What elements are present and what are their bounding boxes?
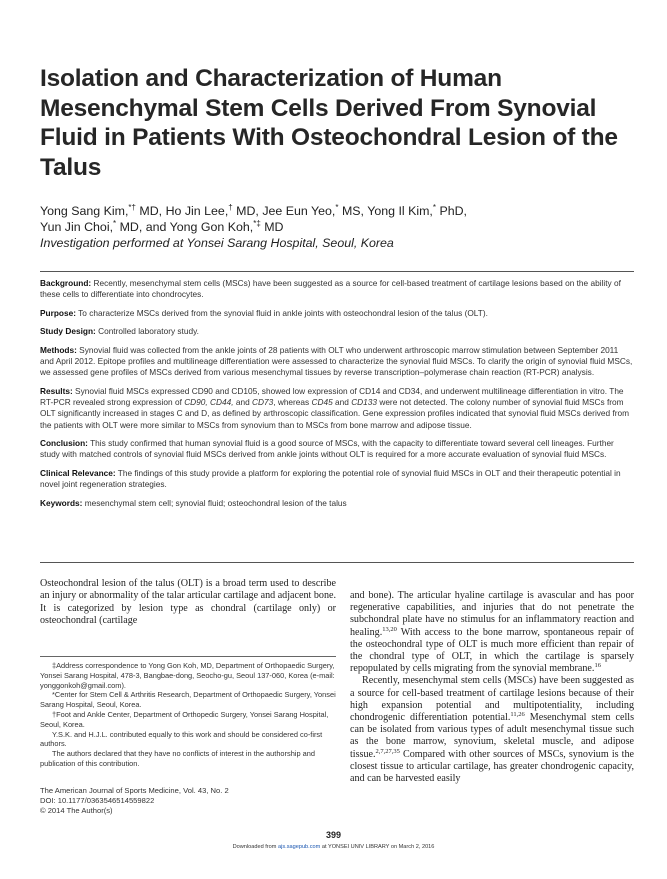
abstract-box	[40, 271, 634, 563]
body-text: Recently, mesenchymal stem cells (MSCs) have been suggested as a source for cell-based treatment of cartilage lesions because of their high expansion potential and multipotentiality, including chondrogenic differentiation potential.	[350, 675, 634, 724]
author-affiliation-mark: *†	[128, 203, 136, 212]
section-text: mesenchymal stem cell; synovial fluid; osteochondral lesion of the talus	[82, 497, 347, 508]
author-affiliation-mark: *	[432, 203, 436, 212]
author-name: Yong Gon Koh,	[169, 220, 254, 234]
section-text: were not detected. The colony number of synovial fluid MSCs from OLT significantly increased in stages C and D, as defined by arthroscopic classification. Gene expression profiles indicated that synovial fluid MSCs derived from the patients with OLT were more similar to MSCs from synovium than to MSCs from bone marrow and adipose tissue.	[40, 397, 630, 430]
section-text: Synovial fluid MSCs expressed CD90 and CD105, showed low expression of CD14 and CD34, and underwent multilineage differentiation in vitro. The RT-PCR revealed strong expression of	[40, 385, 624, 408]
section-label: Study Design:	[40, 326, 96, 337]
journal-name: The American Journal of Sports Medicine, Vol. 43, No. 2	[40, 786, 229, 795]
gene-name: CD90, CD44,	[184, 397, 234, 408]
download-text: at YONSEI UNIV LIBRARY on March 2, 2016	[320, 844, 435, 850]
author-degree: MD	[260, 220, 284, 234]
journal-citation	[40, 786, 336, 815]
body-text: and bone). The articular hyaline cartilage is avascular and has poor regenerative capabilities, and injuries that do not penetrate the subchondral plate have no stimulus for an inflammatory reaction and healing.	[350, 590, 634, 638]
footnote-affiliation: †Foot and Ankle Center, Department of Orthopedic Surgery, Yonsei Sarang Hospital, Seoul, Korea.	[40, 709, 329, 729]
body-paragraph	[350, 675, 634, 785]
author-degree: MD, and	[116, 220, 170, 234]
author-degree: MS,	[338, 204, 368, 218]
investigation-site: Investigation performed at Yonsei Sarang Hospital, Seoul, Korea	[40, 236, 394, 250]
section-label: Conclusion:	[40, 438, 88, 449]
section-label: Background:	[40, 278, 92, 288]
author-list	[40, 203, 640, 235]
copyright: © 2014 The Author(s)	[40, 805, 113, 815]
citation-ref: 16	[594, 662, 601, 670]
section-text: Recently, mesenchymal stem cells (MSCs) have been suggested as a source for cell-based treatment of cartilage lesions based on the ability of these cells to differentiate into chondrocytes.	[40, 278, 621, 300]
author-affiliation-mark: *‡	[253, 219, 261, 228]
footnotes	[40, 656, 336, 769]
section-text: Synovial fluid was collected from the ankle joints of 28 patients with OLT who underwent arthroscopic marrow stimulation between September 2011 and April 2012. Epitope profiles and multilineage differentiation were assessed to characterize the synovial fluid MSCs. To clarify the origin of synovial fluid MSCs, we assessed gene profiles of MSCs derived from various mesenchymal tissues by reverse transcription–polymerase chain reaction (RT-PCR) analysis.	[40, 344, 633, 378]
author-affiliation-mark: *	[113, 219, 117, 228]
section-text: , whereas	[273, 397, 312, 408]
abstract-clinical-relevance	[40, 468, 634, 490]
abstract-methods	[40, 345, 634, 379]
section-label: Results:	[40, 385, 73, 396]
download-text: Downloaded from	[232, 844, 278, 850]
abstract-study-design	[40, 326, 634, 337]
body-text: With access to the bone marrow, spontaneous repair of the osteochondral type of OLT is much more efficient than repair of the chondral type of OLT, in which the cartilage is sparsely repopulated by cells migrating from the synovial membrane.	[350, 626, 634, 675]
section-text: and	[233, 397, 252, 408]
citation-ref: 11,26	[510, 711, 525, 719]
download-notice	[0, 844, 667, 850]
footnote-correspondence: ‡Address correspondence to Yong Gon Koh, MD, Department of Orthopaedic Surgery, Yonsei Sarang Hospital, 478-3, Bangbae-dong, Seocho-gu, Seoul 137-060, Korea (e-mail: yonggonkoh@gmail.com).	[40, 661, 335, 690]
body-text: Compared with other sources of MSCs, synovium is the closest tissue to articular cartilage, has greater chondrogenic capacity, and can be harvested easily	[350, 748, 634, 785]
author-name: Yong Sang Kim,	[40, 204, 129, 218]
gene-name: CD73	[252, 397, 274, 408]
author-name: Ho Jin Lee,	[165, 204, 229, 218]
abstract-keywords	[40, 498, 634, 509]
section-text: To characterize MSCs derived from the synovial fluid in ankle joints with osteochondral lesion of the talus (OLT).	[75, 307, 488, 318]
download-link[interactable]: ajs.sagepub.com	[278, 844, 321, 850]
citation-ref: 2,7,27,35	[375, 747, 400, 755]
body-text: Mesenchymal stem cells can be isolated from various types of adult mesenchymal tissue such as the bone marrow, synovium, skeletal muscle, and adipose tissue.	[350, 712, 634, 760]
gene-name: CD45	[311, 397, 333, 408]
author-name: Yong Il Kim,	[367, 204, 433, 218]
author-degree: PhD,	[436, 204, 467, 218]
author-affiliation-mark: †	[228, 203, 233, 212]
section-label: Clinical Relevance:	[40, 467, 116, 478]
footnote-contribution: Y.S.K. and H.J.L. contributed equally to this work and should be considered co-first authors.	[40, 729, 323, 749]
footnote-affiliation: *Center for Stem Cell & Arthritis Research, Department of Orthopaedic Surgery, Yonsei Sarang Hospital, Seoul, Korea.	[40, 690, 336, 710]
section-text: and	[332, 397, 352, 408]
abstract-conclusion	[40, 438, 634, 460]
doi: DOI: 10.1177/0363546514559822	[40, 795, 155, 805]
section-text: This study confirmed that human synovial fluid is a good source of MSCs, with the capacity to differentiate toward several cell lineages. Further study with matched controls of synovial fluid MSCs derived from ankle joints without OLT is required for a more accurate evaluation of synovial fluid MSCs.	[40, 438, 614, 460]
footnote-conflict: The authors declared that they have no conflicts of interest in the authorship and publication of this contribution.	[40, 749, 315, 768]
author-affiliation-mark: *	[335, 203, 339, 212]
author-degree: MD,	[232, 204, 263, 218]
body-paragraph: Osteochondral lesion of the talus (OLT) is a broad term used to describe an injury or abnormality of the talar articular cartilage and adjacent bone. It is categorized by lesion type as chondral (cartilage only) or osteochondral (cartilage	[40, 578, 336, 626]
body-column-right	[350, 590, 634, 785]
section-label: Purpose:	[40, 307, 76, 318]
author-name: Yun Jin Choi,	[40, 220, 114, 234]
abstract-purpose	[40, 308, 634, 319]
page-number: 399	[325, 830, 342, 840]
citation-ref: 13,20	[382, 625, 397, 633]
section-label: Methods:	[40, 344, 77, 355]
author-name: Jee Eun Yeo,	[262, 204, 336, 218]
gene-name: CD133	[351, 397, 378, 408]
abstract-background	[40, 278, 634, 300]
article-title: Isolation and Characterization of Human Mesenchymal Stem Cells Derived From Synovial Fluid in Patients With Osteochondral Lesion of the Talus	[40, 65, 618, 181]
author-degree: MD,	[135, 204, 166, 218]
section-text: The findings of this study provide a platform for exploring the potential role of synovial fluid MSCs in OLT and their therapeutic potential in novel joint regeneration strategies.	[40, 467, 621, 490]
body-column-left	[40, 578, 336, 627]
abstract-results	[40, 386, 634, 431]
section-text: Controlled laboratory study.	[95, 326, 199, 337]
section-label: Keywords:	[40, 497, 83, 508]
body-paragraph	[350, 590, 634, 675]
